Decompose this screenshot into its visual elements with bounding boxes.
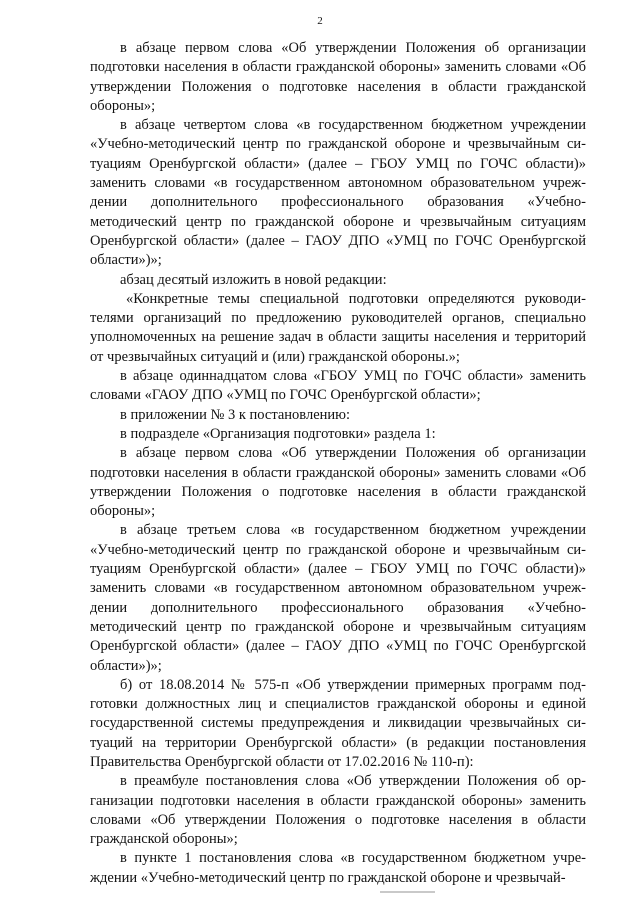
paragraph: в абзаце одиннадцатом слова «ГБОУ УМЦ по ГОЧС области» заменить словами «ГАОУ ДПО «УМЦ по ГОЧС Оренбургской области»; bbox=[90, 368, 586, 404]
paragraph: в подразделе «Организация подготовки» раздела 1: bbox=[120, 425, 436, 442]
paragraph: в абзаце третьем слова «в государственном бюджетном учреждении «Учебно-методический центр по гражданской обороне и чрезвычайным ситуациям Оренбургской области» (далее – ГБОУ УМЦ по ГОЧС области)» заменить словами «в государственном автономном образовательном учреждении дополнительного профессионального образования «Учебно-методический центр по гражданской обороне и чрезвычайным ситуациям Оренбургской области» (далее – ГАОУ ДПО «УМЦ по ГОЧС Оренбургской области»)»; bbox=[90, 522, 586, 674]
document-body bbox=[90, 39, 586, 888]
quoted-paragraph: «Конкретные темы специальной подготовки определяются руководителями организаций по предложению руководителей органов, специально уполномоченных на решение задач в области защиты населения и территорий от чрезвычайных ситуаций и (или) гражданской обороны.»; bbox=[90, 290, 586, 365]
paragraph: в абзаце четвертом слова «в государственном бюджетном учреждении «Учебно-методический центр по гражданской обороне и чрезвычайным ситуациям Оренбургской области» (далее – ГБОУ УМЦ по ГОЧС области)» заменить словами «в государственном автономном образовательном учреждении дополнительного профессионального образования «Учебно-методический центр по гражданской обороне и чрезвычайным ситуациям Оренбургской области» (далее – ГАОУ ДПО «УМЦ по ГОЧС Оренбургской области»)»; bbox=[90, 117, 586, 269]
page-number: 2 bbox=[317, 15, 323, 27]
scan-artifact bbox=[380, 891, 435, 893]
paragraph: в преамбуле постановления слова «Об утверждении Положения об организации подготовки населения в области гражданской обороны» заменить словами «Об утверждении Положения о подготовке населения в области гражданской обороны»; bbox=[90, 773, 586, 848]
paragraph: абзац десятый изложить в новой редакции: bbox=[120, 271, 387, 288]
paragraph: в абзаце первом слова «Об утверждении Положения об организации подготовки населения в области гражданской обороны» заменить словами «Об утверждении Положения о подготовке населения в области гражданской обороны»; bbox=[90, 40, 586, 114]
paragraph: б) от 18.08.2014 № 575-п «Об утверждении примерных программ подготовки должностных лиц и специалистов гражданской обороны и единой государственной системы предупреждения и ликвидации чрезвычайных ситуаций на территории Оренбургской области» (в редакции постановления Правительства Оренбургской области от 17.02.2016 № 110-п): bbox=[90, 676, 586, 770]
paragraph: в приложении № 3 к постановлению: bbox=[120, 406, 351, 423]
paragraph: в пункте 1 постановления слова «в государственном бюджетном учреждении «Учебно-методический центр по гражданской обороне и чрезвычай- bbox=[90, 850, 586, 886]
paragraph: в абзаце первом слова «Об утверждении Положения об организации подготовки населения в области гражданской обороны» заменить словами «Об утверждении Положения о подготовке населения в области гражданской обороны»; bbox=[90, 445, 586, 520]
